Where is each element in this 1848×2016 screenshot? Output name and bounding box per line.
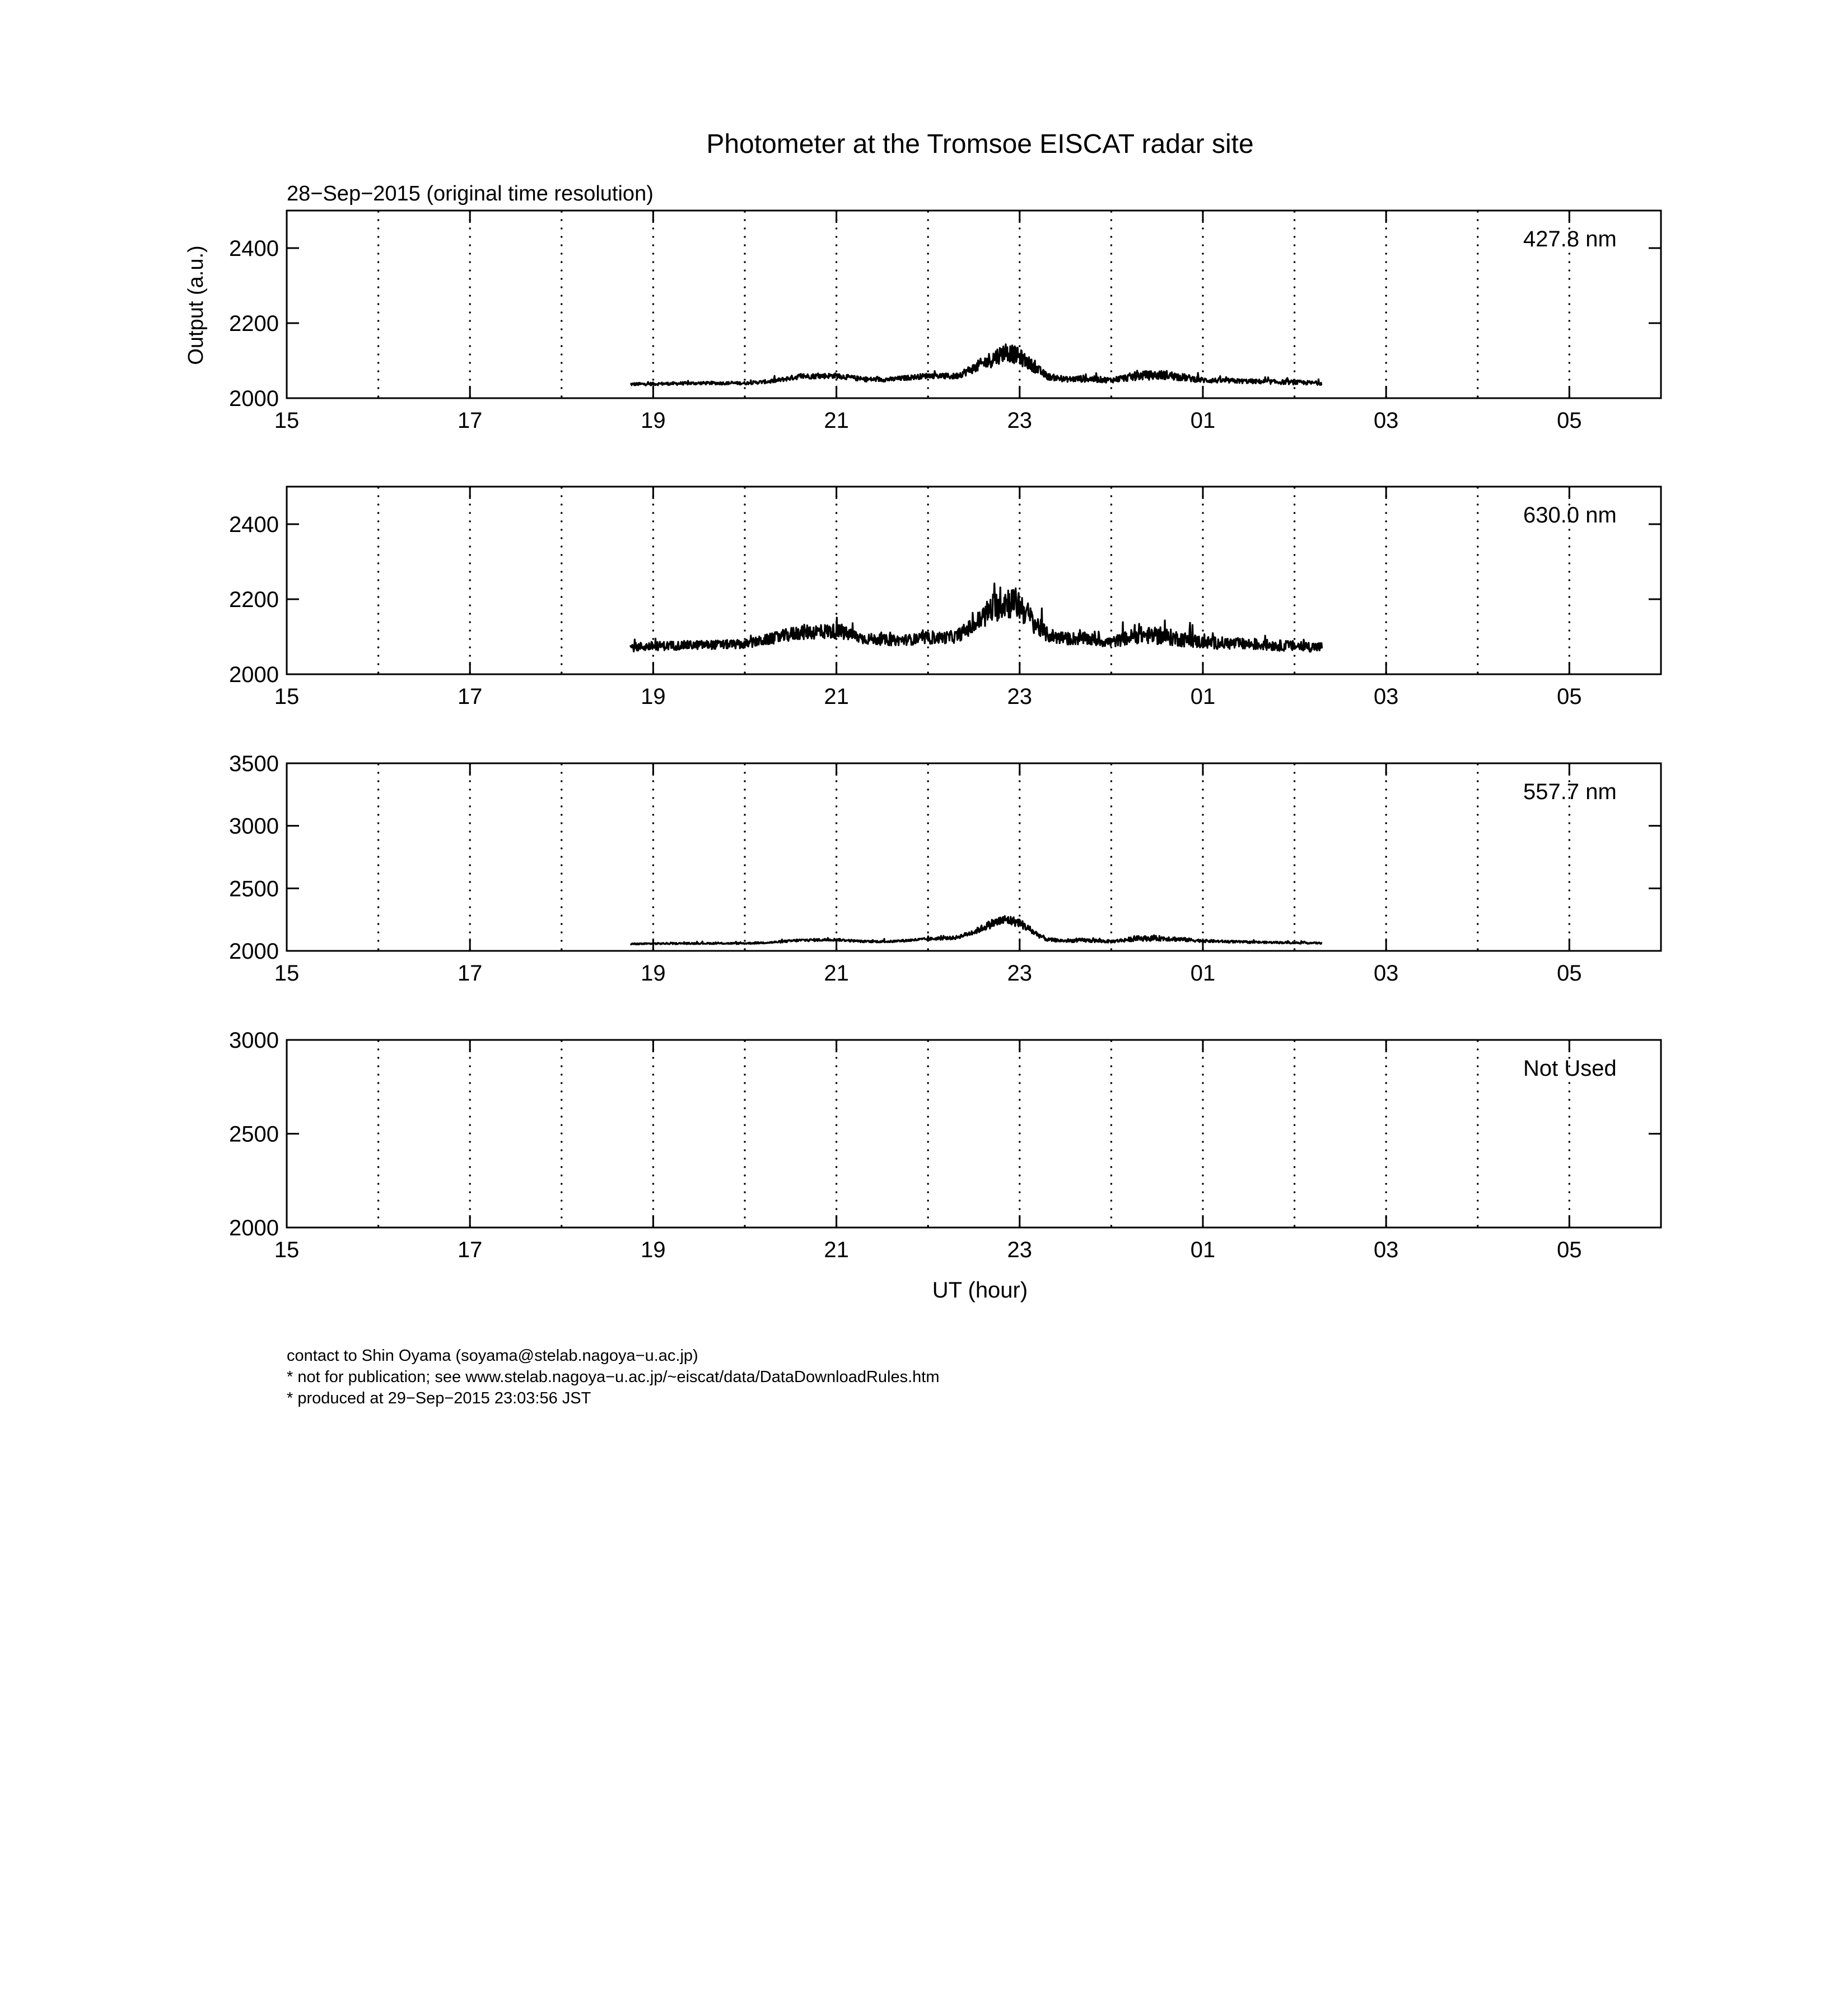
x-tick-label: 05	[1557, 1238, 1582, 1262]
y-axis-label: Output (a.u.)	[184, 245, 208, 365]
footer-contact: contact to Shin Oyama (soyama@stelab.nagoya−u.ac.jp)	[287, 1347, 698, 1365]
plot-frame	[287, 1040, 1661, 1228]
x-tick-label: 03	[1373, 684, 1399, 709]
x-tick-label: 23	[1007, 1238, 1033, 1262]
channel-label: 630.0 nm	[1523, 503, 1617, 528]
x-tick-label: 23	[1007, 684, 1033, 709]
chart-panel-4	[229, 1028, 1661, 1262]
footer-produced-at: * produced at 29−Sep−2015 23:03:56 JST	[287, 1389, 591, 1407]
chart-panels	[229, 211, 1661, 1262]
channel-label: 557.7 nm	[1523, 780, 1617, 804]
y-tick-label: 2200	[229, 311, 279, 336]
x-tick-label: 01	[1190, 408, 1216, 433]
x-tick-label: 15	[274, 408, 300, 433]
y-tick-label: 2500	[229, 876, 279, 902]
x-tick-label: 15	[274, 961, 300, 986]
x-tick-label: 21	[824, 684, 849, 709]
x-tick-label: 03	[1373, 961, 1399, 986]
y-tick-label: 2000	[229, 1216, 279, 1240]
figure-title: Photometer at the Tromsoe EISCAT radar site	[706, 129, 1254, 159]
x-tick-label: 01	[1190, 1238, 1216, 1262]
x-tick-label: 03	[1373, 408, 1399, 433]
figure-subtitle: 28−Sep−2015 (original time resolution)	[287, 182, 654, 206]
footer-notes	[287, 1345, 940, 1409]
y-tick-label: 2200	[229, 587, 279, 612]
plot-frame	[287, 487, 1661, 674]
y-tick-label: 2500	[229, 1122, 279, 1147]
plot-frame	[287, 763, 1661, 951]
y-tick-label: 3500	[229, 752, 279, 776]
y-tick-label: 3000	[229, 1028, 279, 1053]
x-tick-label: 01	[1190, 961, 1216, 986]
channel-label: Not Used	[1523, 1056, 1617, 1081]
channel-label: 427.8 nm	[1523, 227, 1617, 251]
x-tick-label: 23	[1007, 961, 1033, 986]
x-tick-label: 01	[1190, 684, 1216, 709]
y-tick-label: 2000	[229, 662, 279, 687]
footer-publication-note: * not for publication; see www.stelab.nagoya−u.ac.jp/~eiscat/data/DataDownloadRules.htm	[287, 1368, 940, 1386]
x-tick-label: 19	[641, 1238, 666, 1262]
x-tick-label: 23	[1007, 408, 1033, 433]
y-tick-label: 3000	[229, 814, 279, 839]
chart-panel-1	[229, 211, 1661, 433]
x-tick-label: 19	[641, 961, 666, 986]
data-series-line-1	[631, 344, 1322, 386]
y-tick-label: 2000	[229, 386, 279, 411]
x-tick-label: 17	[457, 1238, 483, 1262]
x-tick-label: 15	[274, 1238, 300, 1262]
x-tick-label: 19	[641, 684, 666, 709]
x-tick-label: 03	[1373, 1238, 1399, 1262]
x-tick-label: 21	[824, 961, 849, 986]
chart-panel-2	[229, 487, 1661, 709]
x-tick-label: 17	[457, 961, 483, 986]
data-series-line-2	[631, 584, 1322, 652]
x-tick-label: 15	[274, 684, 300, 709]
y-tick-label: 2400	[229, 236, 279, 261]
x-tick-label: 21	[824, 1238, 849, 1262]
chart-panel-3	[229, 752, 1661, 986]
x-tick-label: 17	[457, 408, 483, 433]
x-tick-label: 19	[641, 408, 666, 433]
x-tick-label: 21	[824, 408, 849, 433]
x-tick-label: 17	[457, 684, 483, 709]
data-series-line-3	[631, 916, 1322, 945]
x-tick-label: 05	[1557, 684, 1582, 709]
y-tick-label: 2000	[229, 939, 279, 964]
y-tick-label: 2400	[229, 512, 279, 537]
x-axis-label: UT (hour)	[932, 1278, 1028, 1303]
x-tick-label: 05	[1557, 961, 1582, 986]
x-tick-label: 05	[1557, 408, 1582, 433]
